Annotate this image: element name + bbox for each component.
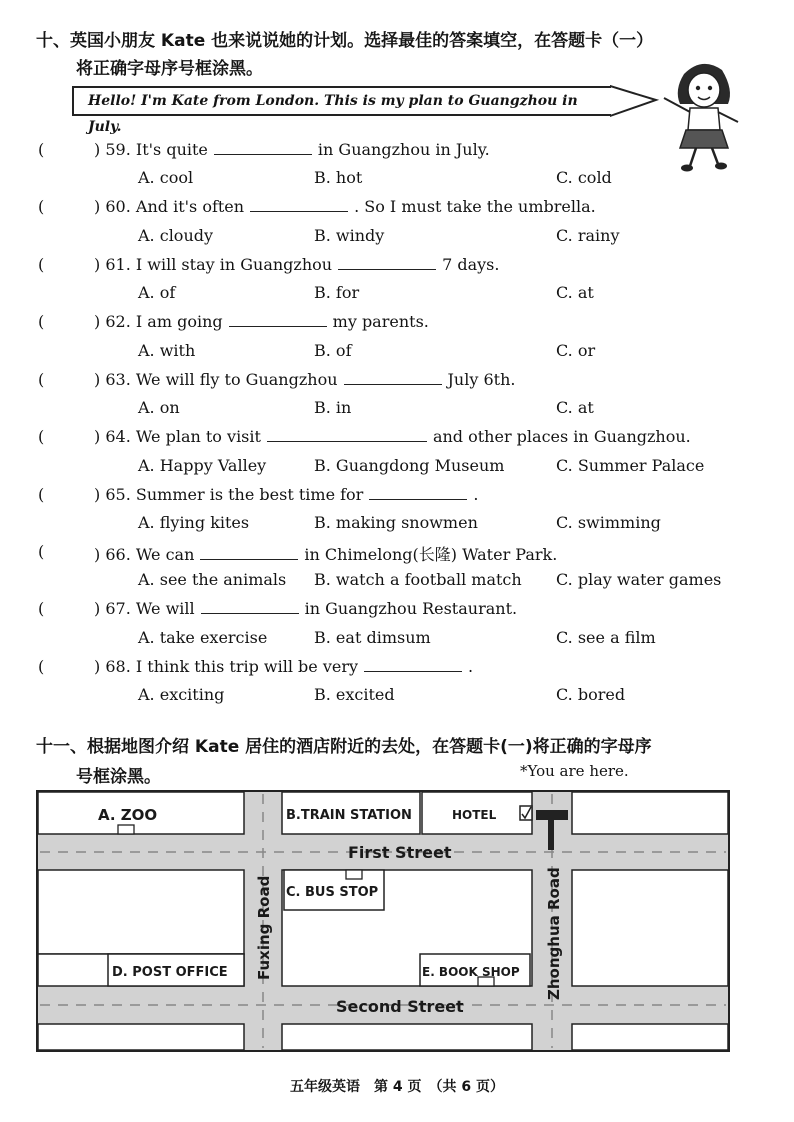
question-row-59 (38, 140, 758, 162)
question-65-text: ) 65. Summer is the best time for . (94, 485, 479, 504)
zhonghua-road-label: Zhonghua Road (545, 867, 563, 1000)
option-a[interactable]: A. on (138, 398, 180, 417)
answer-blank[interactable] (267, 427, 427, 442)
option-b[interactable]: B. for (314, 283, 360, 302)
question-row-66 (38, 542, 758, 564)
options-61 (138, 283, 758, 305)
answer-blank[interactable] (229, 312, 327, 327)
bus-stop-door (346, 870, 362, 879)
option-b[interactable]: B. eat dimsum (314, 628, 431, 647)
hotel-label: HOTEL (452, 808, 497, 822)
you-are-here-label: *You are here. (520, 762, 629, 780)
option-b[interactable]: B. Guangdong Museum (314, 456, 505, 475)
question-row-68 (38, 657, 758, 679)
question-66-text: ) 66. We can in Chimelong(长隆) Water Park. (94, 545, 558, 564)
options-64 (138, 456, 758, 478)
options-60 (138, 226, 758, 248)
answer-blank[interactable] (250, 197, 348, 212)
answer-paren: ( (38, 599, 45, 618)
block-left-middle (38, 870, 244, 954)
option-b[interactable]: B. of (314, 341, 352, 360)
answer-blank[interactable] (214, 140, 312, 155)
question-row-65 (38, 485, 758, 507)
signpost-board-icon (536, 810, 568, 820)
options-63 (138, 398, 758, 420)
answer-paren: ( (38, 657, 45, 676)
answer-paren: ( (38, 485, 45, 504)
option-a[interactable]: A. see the animals (138, 570, 287, 589)
question-row-61 (38, 255, 758, 277)
block-bottom-center (282, 1024, 532, 1050)
banner-arrow-icon (610, 84, 660, 120)
option-c[interactable]: C. see a film (556, 628, 656, 647)
page-footer: 五年级英语 第 4 页 （共 6 页） (290, 1079, 504, 1095)
question-59-text: ) 59. It's quite in Guangzhou in July. (94, 140, 490, 159)
question-row-63 (38, 370, 758, 392)
block-bottom-left (38, 1024, 244, 1050)
book-shop-label: E. BOOK SHOP (422, 965, 520, 979)
option-b[interactable]: B. watch a football match (314, 570, 522, 589)
option-a[interactable]: A. flying kites (138, 513, 250, 532)
option-a[interactable]: A. of (138, 283, 176, 302)
answer-blank[interactable] (364, 657, 462, 672)
option-c[interactable]: C. at (556, 398, 594, 417)
question-row-62 (38, 312, 758, 334)
option-c[interactable]: C. bored (556, 685, 626, 704)
option-a[interactable]: A. Happy Valley (138, 456, 267, 475)
question-67-text: ) 67. We will in Guangzhou Restaurant. (94, 599, 518, 618)
answer-paren: ( (38, 312, 45, 331)
question-row-67 (38, 599, 758, 621)
option-a[interactable]: A. with (138, 341, 196, 360)
option-c[interactable]: C. Summer Palace (556, 456, 705, 475)
answer-paren: ( (38, 197, 45, 216)
answer-paren: ( (38, 370, 45, 389)
answer-paren: ( (38, 255, 45, 274)
post-office-label: D. POST OFFICE (112, 965, 228, 980)
answer-paren: ( (38, 542, 45, 561)
answer-paren: ( (38, 140, 45, 159)
fuxing-road-label: Fuxing Road (255, 875, 273, 980)
options-62 (138, 341, 758, 363)
option-c[interactable]: C. cold (556, 168, 612, 187)
option-a[interactable]: A. cloudy (138, 226, 214, 245)
bus-stop-label: C. BUS STOP (286, 885, 379, 900)
options-66 (138, 570, 758, 592)
section10-title-line1: 十、英国小朋友 Kate 也来说说她的计划。选择最佳的答案填空，在答题卡（一） (36, 31, 654, 51)
section11-title-line1: 十一、根据地图介绍 Kate 居住的酒店附近的去处，在答题卡(一)将正确的字母序 (36, 737, 652, 757)
block-top-right (572, 792, 728, 834)
option-b[interactable]: B. excited (314, 685, 395, 704)
street-map (36, 790, 730, 1052)
question-60-text: ) 60. And it's often . So I must take the umbrella. (94, 197, 596, 216)
answer-blank[interactable] (200, 545, 298, 560)
question-row-60 (38, 197, 758, 219)
question-61-text: ) 61. I will stay in Guangzhou 7 days. (94, 255, 500, 274)
options-59 (138, 168, 758, 190)
zoo-door (118, 825, 134, 834)
first-street-label: First Street (348, 843, 452, 862)
question-68-text: ) 68. I think this trip will be very . (94, 657, 474, 676)
answer-blank[interactable] (338, 255, 436, 270)
option-c[interactable]: C. or (556, 341, 596, 360)
option-c[interactable]: C. at (556, 283, 594, 302)
option-b[interactable]: B. in (314, 398, 352, 417)
kate-banner: Hello! I'm Kate from London. This is my plan to Guangzhou in July. (72, 86, 612, 116)
train-station-label: B.TRAIN STATION (286, 808, 412, 823)
zoo-label: A. ZOO (98, 806, 158, 824)
option-b[interactable]: B. making snowmen (314, 513, 478, 532)
answer-blank[interactable] (369, 485, 467, 500)
signpost-pole-icon (548, 820, 554, 850)
question-63-text: ) 63. We will fly to Guangzhou July 6th. (94, 370, 516, 389)
option-b[interactable]: B. hot (314, 168, 363, 187)
answer-blank[interactable] (201, 599, 299, 614)
option-a[interactable]: A. cool (138, 168, 194, 187)
block-right-middle (572, 870, 728, 986)
section10-title-line2: 将正确字母序号框涂黑。 (76, 59, 263, 79)
question-row-64 (38, 427, 758, 449)
option-a[interactable]: A. exciting (138, 685, 225, 704)
second-street-label: Second Street (336, 997, 464, 1016)
option-b[interactable]: B. windy (314, 226, 385, 245)
option-a[interactable]: A. take exercise (138, 628, 268, 647)
question-62-text: ) 62. I am going my parents. (94, 312, 429, 331)
question-64-text: ) 64. We plan to visit and other places in Guangzhou. (94, 427, 691, 446)
block-bottom-right (572, 1024, 728, 1050)
options-67 (138, 628, 758, 650)
section11-title-line2: 号框涂黑。 (76, 767, 161, 787)
options-68 (138, 685, 758, 707)
options-65 (138, 513, 758, 535)
answer-paren: ( (38, 427, 45, 446)
option-c[interactable]: C. play water games (556, 570, 722, 589)
option-c[interactable]: C. swimming (556, 513, 661, 532)
answer-blank[interactable] (344, 370, 442, 385)
option-c[interactable]: C. rainy (556, 226, 620, 245)
